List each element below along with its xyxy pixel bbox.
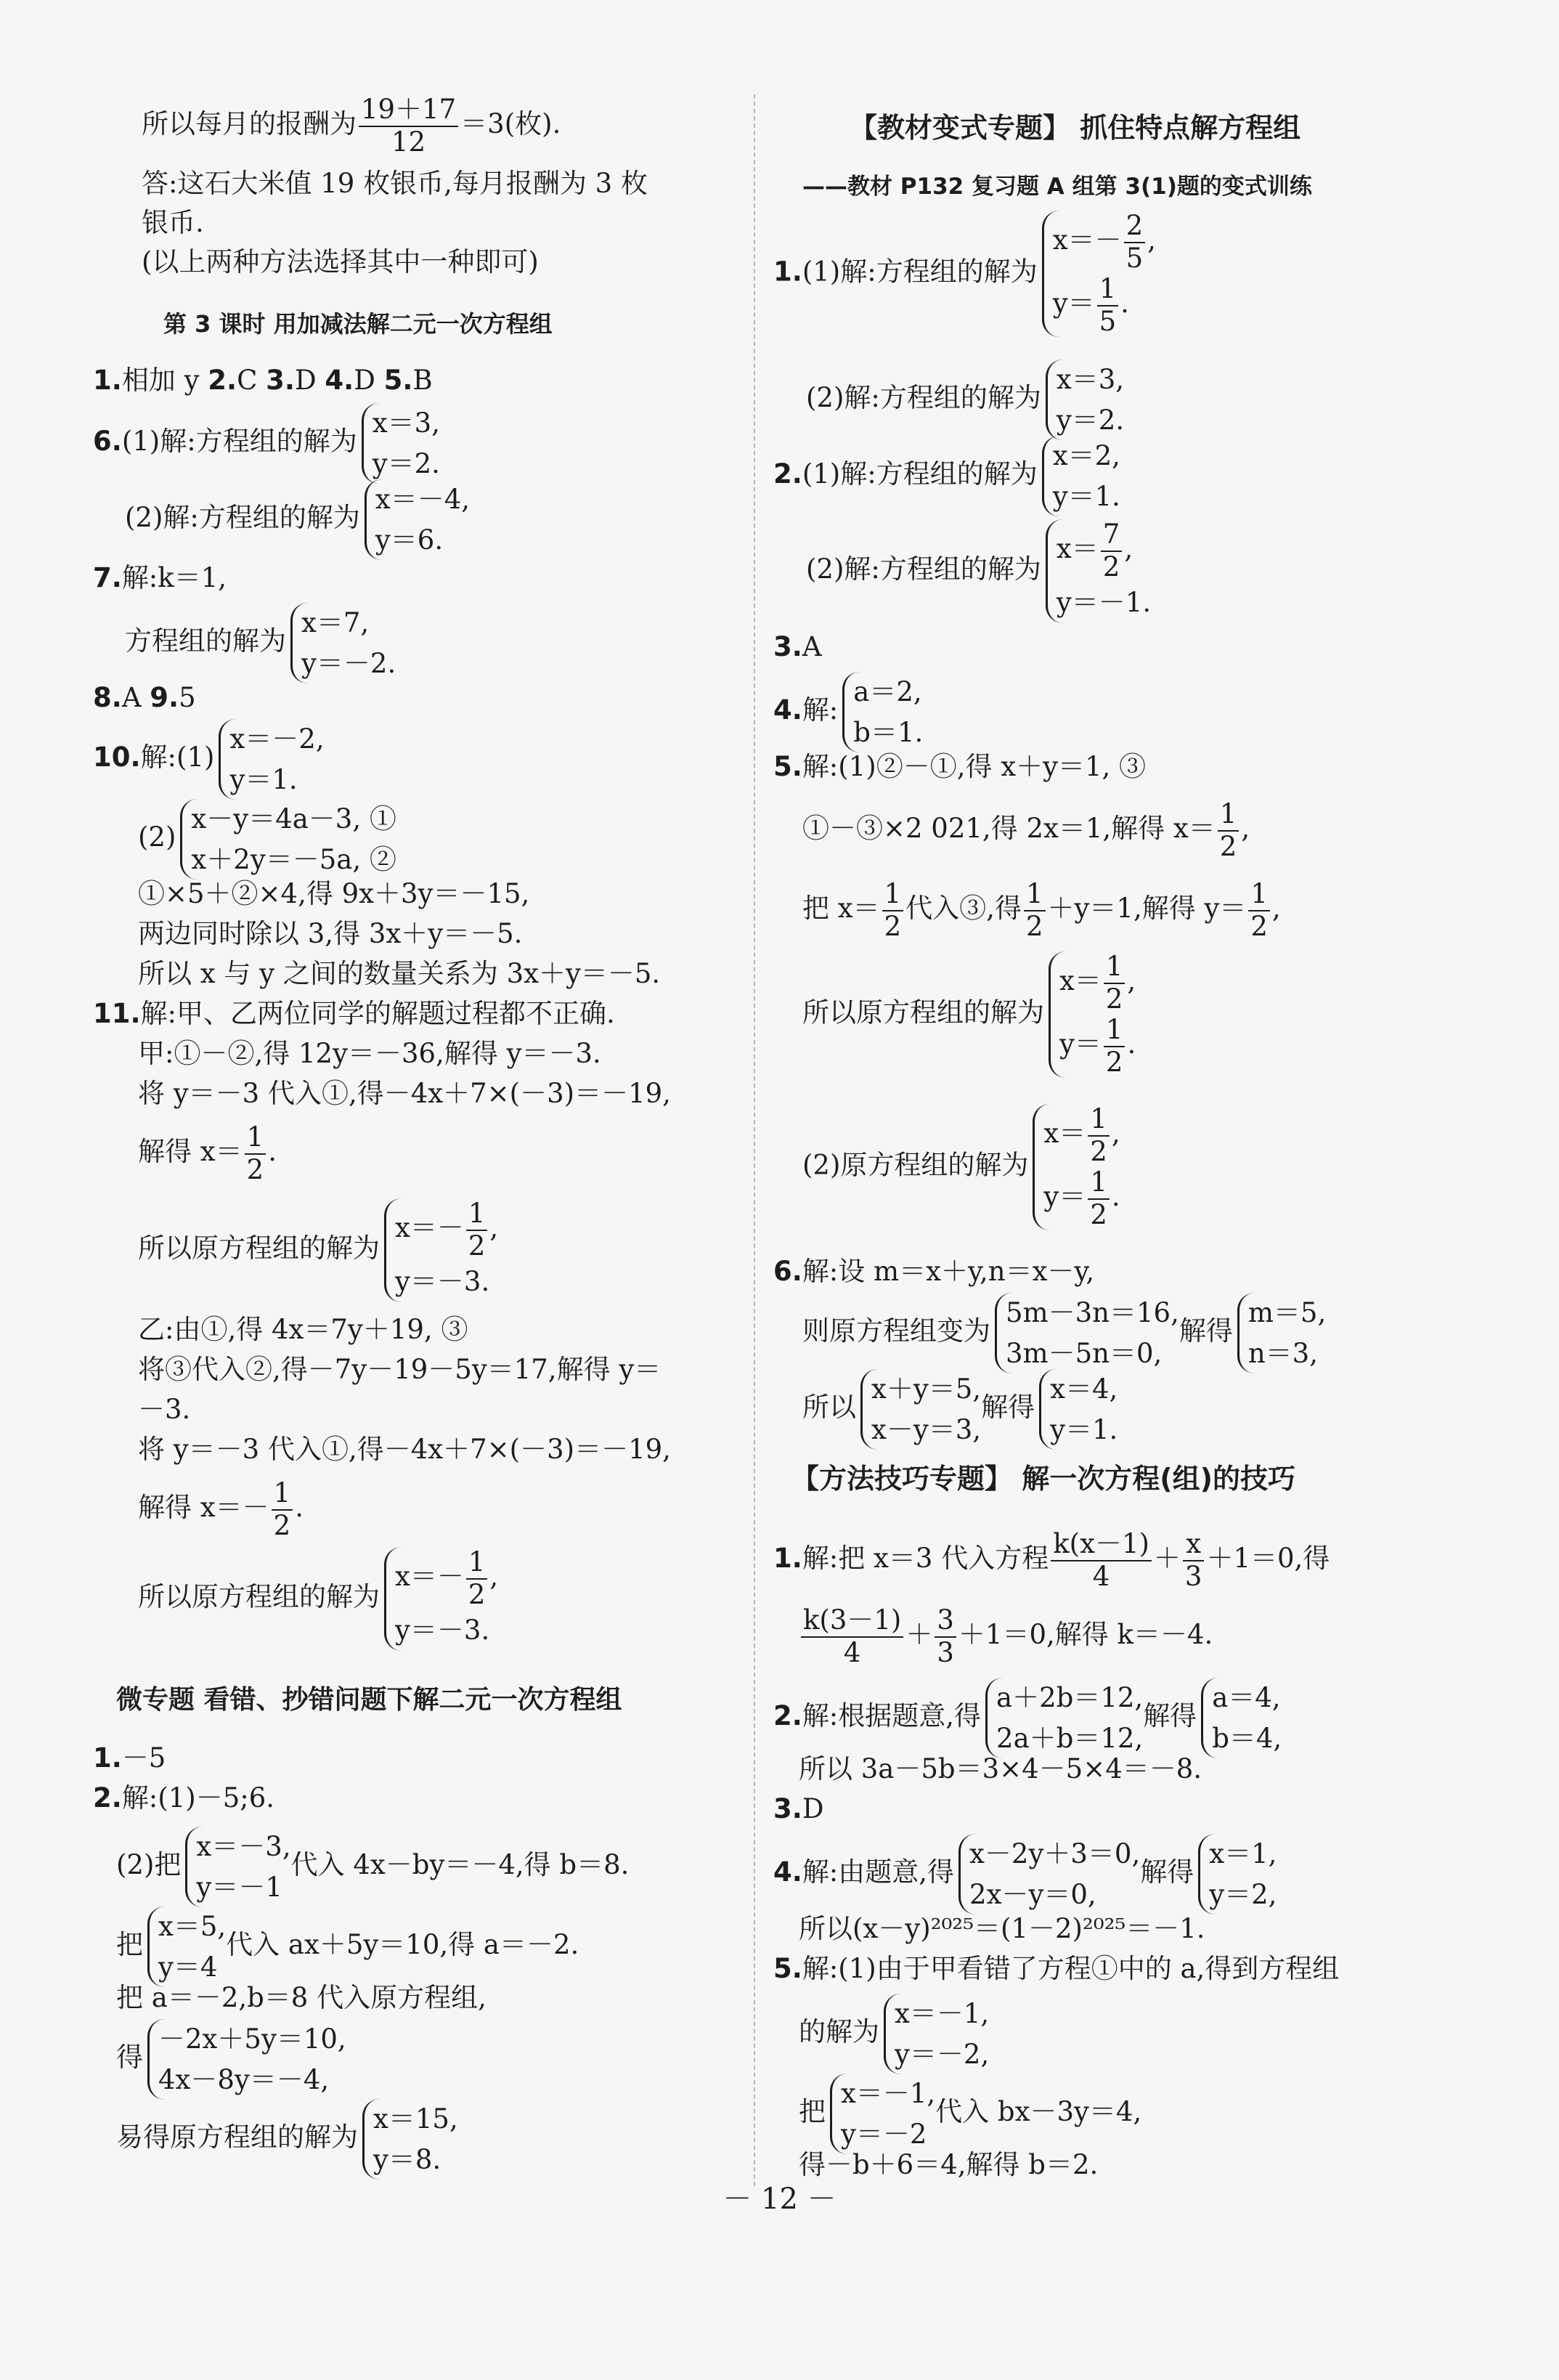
- r1-part1: 1.(1)解:方程组的解为 x＝－ $\frac{2}{5}$ , y＝ $\frac{1}{5}$ .: [773, 210, 1156, 337]
- fraction: $\frac{3}{3}$: [935, 1605, 956, 1668]
- equation-system: x＝2, y＝1.: [1042, 436, 1120, 516]
- equation-system: a＝2, b＝1.: [842, 672, 923, 752]
- equation-system: x＋y＝5, x－y＝3,: [860, 1369, 981, 1450]
- q11-line9: 将 y＝－3 代入①,得－4x＋7×(－3)＝－19,: [138, 1434, 671, 1465]
- r5-line4: 所以原方程组的解为 x＝ $\frac{1}{2}$ , y＝ $\frac{1}{2}$ .: [802, 951, 1136, 1078]
- r5-line1: 5.解:(1)②－①,得 x＋y＝1, ③: [773, 751, 1147, 782]
- intro-line-1: 所以每月的报酬为 $\frac{19+17}{12}$ ＝3(枚).: [142, 94, 561, 158]
- q1-5-answers: 1.相加 y 2.C 3.D 4.D 5.B: [93, 365, 433, 396]
- equation-system: m＝5, n＝3,: [1237, 1293, 1326, 1373]
- q11-line7: 将③代入②,得－7y－19－5y＝17,解得 y＝: [138, 1354, 662, 1385]
- t4-line1: 4.解:由题意,得 x－2y＋3＝0, 2x－y＝0, 解得 x＝1, y＝2,: [773, 1834, 1277, 1914]
- equation-system: x＝7, y＝－2.: [290, 603, 396, 683]
- q10-part1: 10.解:(1) x＝－2, y＝1.: [93, 719, 325, 800]
- equation-system: x＝1, y＝2,: [1198, 1834, 1277, 1914]
- q11-line6: 乙:由①,得 4x＝7y＋19, ③: [138, 1314, 468, 1345]
- r2-part1: 2.(1)解:方程组的解为 x＝2, y＝1.: [773, 436, 1120, 516]
- fraction: $\frac{1}{2}$: [882, 879, 904, 942]
- textbook-variant-title: 【教材变式专题】 抓住特点解方程组: [850, 112, 1301, 144]
- fraction: $\frac{k(x-1)}{4}$: [1051, 1529, 1152, 1592]
- q11-line3: 将 y＝－3 代入①,得－4x＋7×(－3)＝－19,: [138, 1078, 671, 1109]
- equation-system: x＝15, y＝8.: [362, 2099, 458, 2180]
- q11-line4: 解得 x＝ $\frac{1}{2}$ .: [138, 1121, 277, 1185]
- fraction: $\frac{x}{3}$: [1183, 1529, 1205, 1592]
- q10-part2: (2) x－y＝4a－3, ① x＋2y＝－5a, ②: [138, 799, 396, 880]
- equation-system: x＝4, y＝1.: [1039, 1369, 1118, 1450]
- equation-system: x＝－1, y＝－2: [830, 2074, 935, 2154]
- r4-answer: 4.解: a＝2, b＝1.: [773, 672, 923, 752]
- t2-line1: 2.解:根据题意,得 a＋2b＝12, 2a＋b＝12, 解得 a＝4, b＝4,: [773, 1678, 1282, 1758]
- r6-line3: 所以 x＋y＝5, x－y＝3, 解得 x＝4, y＝1.: [802, 1369, 1118, 1450]
- intro-line-4: (以上两种方法选择其中一种即可): [142, 246, 539, 277]
- m2-line2: (2)把 x＝－3, y＝－1 代入 4x－by＝－4,得 b＝8.: [116, 1827, 629, 1907]
- equation-system: x＝－ $\frac{1}{2}$ , y＝－3.: [384, 1198, 498, 1302]
- m2-line3: 把 x＝5, y＝4 代入 ax＋5y＝10,得 a＝－2.: [116, 1906, 579, 1987]
- q11-line5: 所以原方程组的解为 x＝－ $\frac{1}{2}$ , y＝－3.: [138, 1198, 498, 1302]
- equation-system: x＝ $\frac{1}{2}$ , y＝ $\frac{1}{2}$ .: [1049, 951, 1136, 1078]
- section-title: 第 3 课时 用加减法解二元一次方程组: [163, 310, 553, 338]
- fraction: $\frac{1}{2}$: [245, 1122, 266, 1185]
- t4-line2: 所以(x－y)²⁰²⁵＝(1－2)²⁰²⁵＝－1.: [799, 1913, 1205, 1944]
- equation-system: x＝3, y＝2.: [1046, 360, 1124, 440]
- r3-answer: 3.A: [773, 631, 822, 662]
- fraction: $\frac{19+17}{12}$: [359, 94, 458, 158]
- m2-line1: 2.解:(1)－5;6.: [93, 1782, 274, 1814]
- r6-line2: 则原方程组变为 5m－3n＝16, 3m－5n＝0, 解得 m＝5, n＝3,: [802, 1293, 1326, 1373]
- r5-line5: (2)原方程组的解为 x＝ $\frac{1}{2}$ , y＝ $\frac{1}{2}$ .: [802, 1103, 1120, 1230]
- t2-line2: 所以 3a－5b＝3×4－5×4＝－8.: [799, 1753, 1202, 1784]
- intro-line-3: 银币.: [142, 207, 204, 238]
- q11-line10: 解得 x＝－ $\frac{1}{2}$ .: [138, 1477, 304, 1541]
- equation-system: x＝－4, y＝6.: [365, 479, 470, 560]
- page-number: － 12 －: [722, 2182, 837, 2216]
- t5-line4: 得－b＋6＝4,解得 b＝2.: [799, 2149, 1099, 2180]
- intro-line-2: 答:这石大米值 19 枚银币,每月报酬为 3 枚: [142, 168, 648, 199]
- micro-topic-title: 微专题 看错、抄错问题下解二元一次方程组: [116, 1685, 622, 1715]
- t3-answer: 3.D: [773, 1793, 824, 1824]
- t5-line1: 5.解:(1)由于甲看错了方程①中的 a,得到方程组: [773, 1953, 1340, 1984]
- equation-system: a＋2b＝12, 2a＋b＝12,: [985, 1678, 1143, 1758]
- fraction: $\frac{1}{2}$: [1248, 879, 1270, 942]
- q10-line3: ①×5＋②×4,得 9x＋3y＝－15,: [138, 878, 530, 909]
- q6-part1: 6.(1)解:方程组的解为 x＝3, y＝2.: [93, 403, 440, 484]
- r2-part2: (2)解:方程组的解为 x＝ $\frac{7}{2}$ , y＝－1.: [806, 519, 1151, 623]
- q10-line5: 所以 x 与 y 之间的数量关系为 3x＋y＝－5.: [138, 958, 661, 989]
- q7-line1: 7.解:k＝1,: [93, 562, 227, 593]
- t1-line2: $\frac{k(3-1)}{4}$ ＋ $\frac{3}{3}$ ＋1＝0,解得 k＝－4.: [799, 1605, 1213, 1668]
- r6-line1: 6.解:设 m＝x＋y,n＝x－y,: [773, 1256, 1095, 1287]
- fraction: $\frac{k(3-1)}{4}$: [801, 1605, 903, 1668]
- equation-system: x＝－ $\frac{2}{5}$ , y＝ $\frac{1}{5}$ .: [1042, 211, 1156, 337]
- q11-line1: 11.解:甲、乙两位同学的解题过程都不正确.: [93, 998, 615, 1029]
- equation-system: a＝4, b＝4,: [1201, 1678, 1282, 1758]
- equation-system: x＝－1, y＝－2,: [884, 1994, 989, 2074]
- equation-system: x＝－3, y＝－1: [185, 1827, 290, 1907]
- q8-9-answers: 8.A 9.5: [93, 682, 196, 713]
- m1-answer: 1.－5: [93, 1742, 166, 1774]
- t1-line1: 1.解:把 x＝3 代入方程 $\frac{k(x-1)}{4}$ ＋ $\frac{x}{3}$ ＋1＝0,得: [773, 1528, 1330, 1592]
- equation-system: x＝ $\frac{1}{2}$ , y＝ $\frac{1}{2}$ .: [1033, 1104, 1120, 1230]
- m2-line6: 易得原方程组的解为 x＝15, y＝8.: [116, 2099, 458, 2180]
- r5-line2: ①－③×2 021,得 2x＝1,解得 x＝ $\frac{1}{2}$ ,: [802, 798, 1250, 862]
- q11-line11: 所以原方程组的解为 x＝－ $\frac{1}{2}$ , y＝－3.: [138, 1547, 498, 1651]
- equation-system: x＝5, y＝4: [147, 1906, 226, 1987]
- t5-line3: 把 x＝－1, y＝－2 代入 bx－3y＝4,: [799, 2074, 1141, 2154]
- m2-line5: 得 －2x＋5y＝10, 4x－8y＝－4,: [116, 2019, 346, 2100]
- textbook-variant-subtitle: ——教材 P132 复习题 A 组第 3(1)题的变式训练: [802, 174, 1312, 200]
- method-tips-title: 【方法技巧专题】 解一次方程(组)的技巧: [791, 1463, 1295, 1495]
- equation-system: x＝3, y＝2.: [362, 403, 440, 484]
- fraction: $\frac{1}{2}$: [1024, 879, 1046, 942]
- equation-system: x＝－ $\frac{1}{2}$ , y＝－3.: [384, 1547, 498, 1651]
- q7-line2: 方程组的解为 x＝7, y＝－2.: [125, 603, 396, 683]
- r1-part2: (2)解:方程组的解为 x＝3, y＝2.: [806, 360, 1124, 440]
- fraction: $\frac{1}{2}$: [1218, 799, 1240, 862]
- equation-system: －2x＋5y＝10, 4x－8y＝－4,: [147, 2019, 346, 2100]
- equation-system: x＝ $\frac{7}{2}$ , y＝－1.: [1046, 519, 1151, 623]
- fraction: $\frac{1}{2}$: [272, 1478, 293, 1541]
- q11-line8: －3.: [138, 1394, 191, 1425]
- q11-line2: 甲:①－②,得 12y＝－36,解得 y＝－3.: [138, 1038, 601, 1069]
- q6-part2: (2)解:方程组的解为 x＝－4, y＝6.: [125, 479, 470, 560]
- column-divider: [754, 94, 755, 2186]
- equation-system: x＝－2, y＝1.: [219, 719, 324, 800]
- r5-line3: 把 x＝ $\frac{1}{2}$ 代入③,得 $\frac{1}{2}$ ＋y＝1,解得 y＝ $\frac{1}{2}$ ,: [802, 878, 1281, 942]
- equation-system: x－y＝4a－3, ① x＋2y＝－5a, ②: [180, 799, 396, 880]
- m2-line4: 把 a＝－2,b＝8 代入原方程组,: [116, 1982, 487, 2013]
- equation-system: x－2y＋3＝0, 2x－y＝0,: [958, 1834, 1140, 1914]
- q10-line4: 两边同时除以 3,得 3x＋y＝－5.: [138, 918, 523, 949]
- equation-system: 5m－3n＝16, 3m－5n＝0,: [995, 1293, 1179, 1373]
- t5-line2: 的解为 x＝－1, y＝－2,: [799, 1994, 989, 2074]
